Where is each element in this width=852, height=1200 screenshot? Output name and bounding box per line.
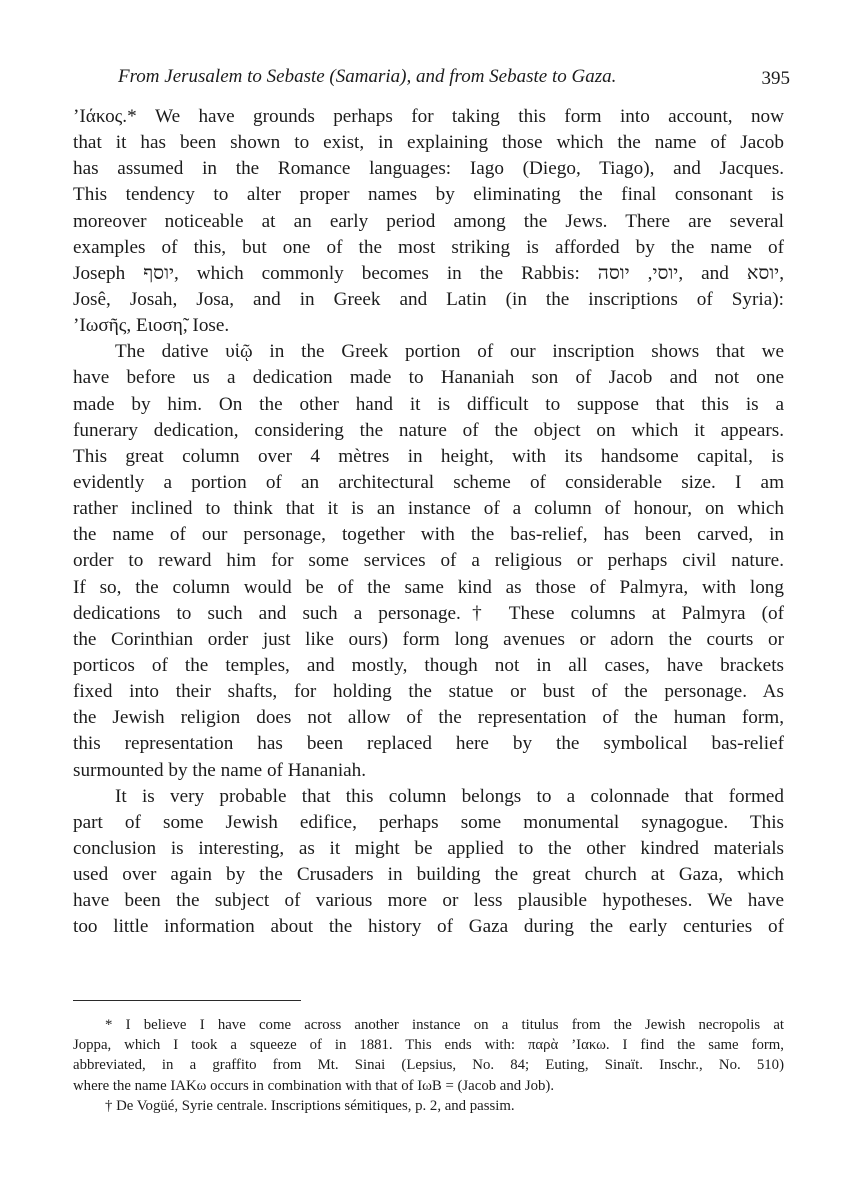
body-line: It is very probable that this column belongs to a colonnade that formed xyxy=(115,785,784,807)
body-line: order to reward him for some services of a religious or perhaps civil nature. xyxy=(73,550,784,572)
body-line: examples of this, but one of the most striking is afforded by the name of xyxy=(73,236,784,258)
body-line: funerary dedication, considering the nature of the object on which it appears. xyxy=(73,419,784,441)
running-head xyxy=(118,66,790,94)
footnote-line: † De Vogüé, Syrie centrale. Inscriptions sémitiques, p. 2, and passim. xyxy=(105,1097,515,1114)
footnote-line: * I believe I have come across another instance on a titulus from the Jewish necropolis at xyxy=(105,1017,784,1033)
body-line: have been the subject of various more or less plausible hypotheses. We have xyxy=(73,890,784,912)
body-line: conclusion is interesting, as it might be applied to the other kindred materials xyxy=(73,837,784,859)
body-line: this representation has been replaced here by the symbolical bas-relief xyxy=(73,733,784,755)
footnote-rule xyxy=(73,1000,301,1001)
footnotes xyxy=(73,1015,784,1116)
body-line: moreover noticeable at an early period among the Jews. There are several xyxy=(73,210,784,232)
body-line: Josê, Josah, Josa, and in Greek and Latin (in the inscriptions of Syria): xyxy=(73,288,784,310)
body-line: has assumed in the Romance languages: Iago (Diego, Tiago), and Jacques. xyxy=(73,158,784,180)
body-line: rather inclined to think that it is an instance of a column of honour, on which xyxy=(73,498,784,520)
footnote-line: where the name IAKω occurs in combination with that of IωB = (Jacob and Job). xyxy=(73,1077,555,1094)
body-line: the Jewish religion does not allow of the representation of the human form, xyxy=(73,707,784,729)
body-text xyxy=(73,104,784,941)
body-line: that it has been shown to exist, in explaining those which the name of Jacob xyxy=(73,132,784,154)
body-line: This great column over 4 mètres in height, with its handsome capital, is xyxy=(73,445,784,467)
body-line: the name of our personage, together with the bas-relief, has been carved, in xyxy=(73,524,784,546)
body-line: If so, the column would be of the same kind as those of Palmyra, with long xyxy=(73,576,784,598)
page-number: 395 xyxy=(761,68,790,89)
footnote-line: Joppa, which I took a squeeze of in 1881. This ends with: παρὰ ’Ιακω. I find the same form, xyxy=(73,1037,784,1054)
body-line: part of some Jewish edifice, perhaps some monumental synagogue. This xyxy=(73,811,784,833)
body-line: surmounted by the name of Hananiah. xyxy=(73,759,367,781)
body-line: evidently a portion of an architectural scheme of considerable size. I am xyxy=(73,471,784,493)
body-line: The dative υἱῷ in the Greek portion of our inscription shows that we xyxy=(115,341,784,363)
body-line: This tendency to alter proper names by eliminating the final consonant is xyxy=(73,184,784,206)
body-line: fixed into their shafts, for holding the statue or bust of the personage. As xyxy=(73,681,784,703)
body-line: made by him. On the other hand it is difficult to suppose that this is a xyxy=(73,393,784,415)
body-line: dedications to such and such a personage.† These columns at Palmyra (of xyxy=(73,602,784,624)
body-line: ’Iάκος.* We have grounds perhaps for taking this form into account, now xyxy=(73,106,784,127)
body-line: have before us a dedication made to Hananiah son of Jacob and not one xyxy=(73,367,784,389)
body-line: used over again by the Crusaders in building the great church at Gaza, which xyxy=(73,864,784,886)
body-line: Joseph יוסף, which commonly becomes in the Rabbis: יוסי, יוסה, and יוסא, xyxy=(73,262,784,284)
running-title: From Jerusalem to Sebaste (Samaria), and from Sebaste to Gaza. xyxy=(118,66,617,87)
body-line: too little information about the history of Gaza during the early centuries of xyxy=(73,916,784,938)
body-line: porticos of the temples, and mostly, though not in all cases, have brackets xyxy=(73,654,784,676)
footnote-line: abbreviated, in a graffito from Mt. Sinai (Lepsius, No. 84; Euting, Sinaït. Inschr., No. 510) xyxy=(73,1057,784,1074)
body-line: the Corinthian order just like ours) form long avenues or adorn the courts or xyxy=(73,628,784,650)
body-line: ’Ιωσῆς, Ειοση̃, Iose. xyxy=(73,315,230,337)
